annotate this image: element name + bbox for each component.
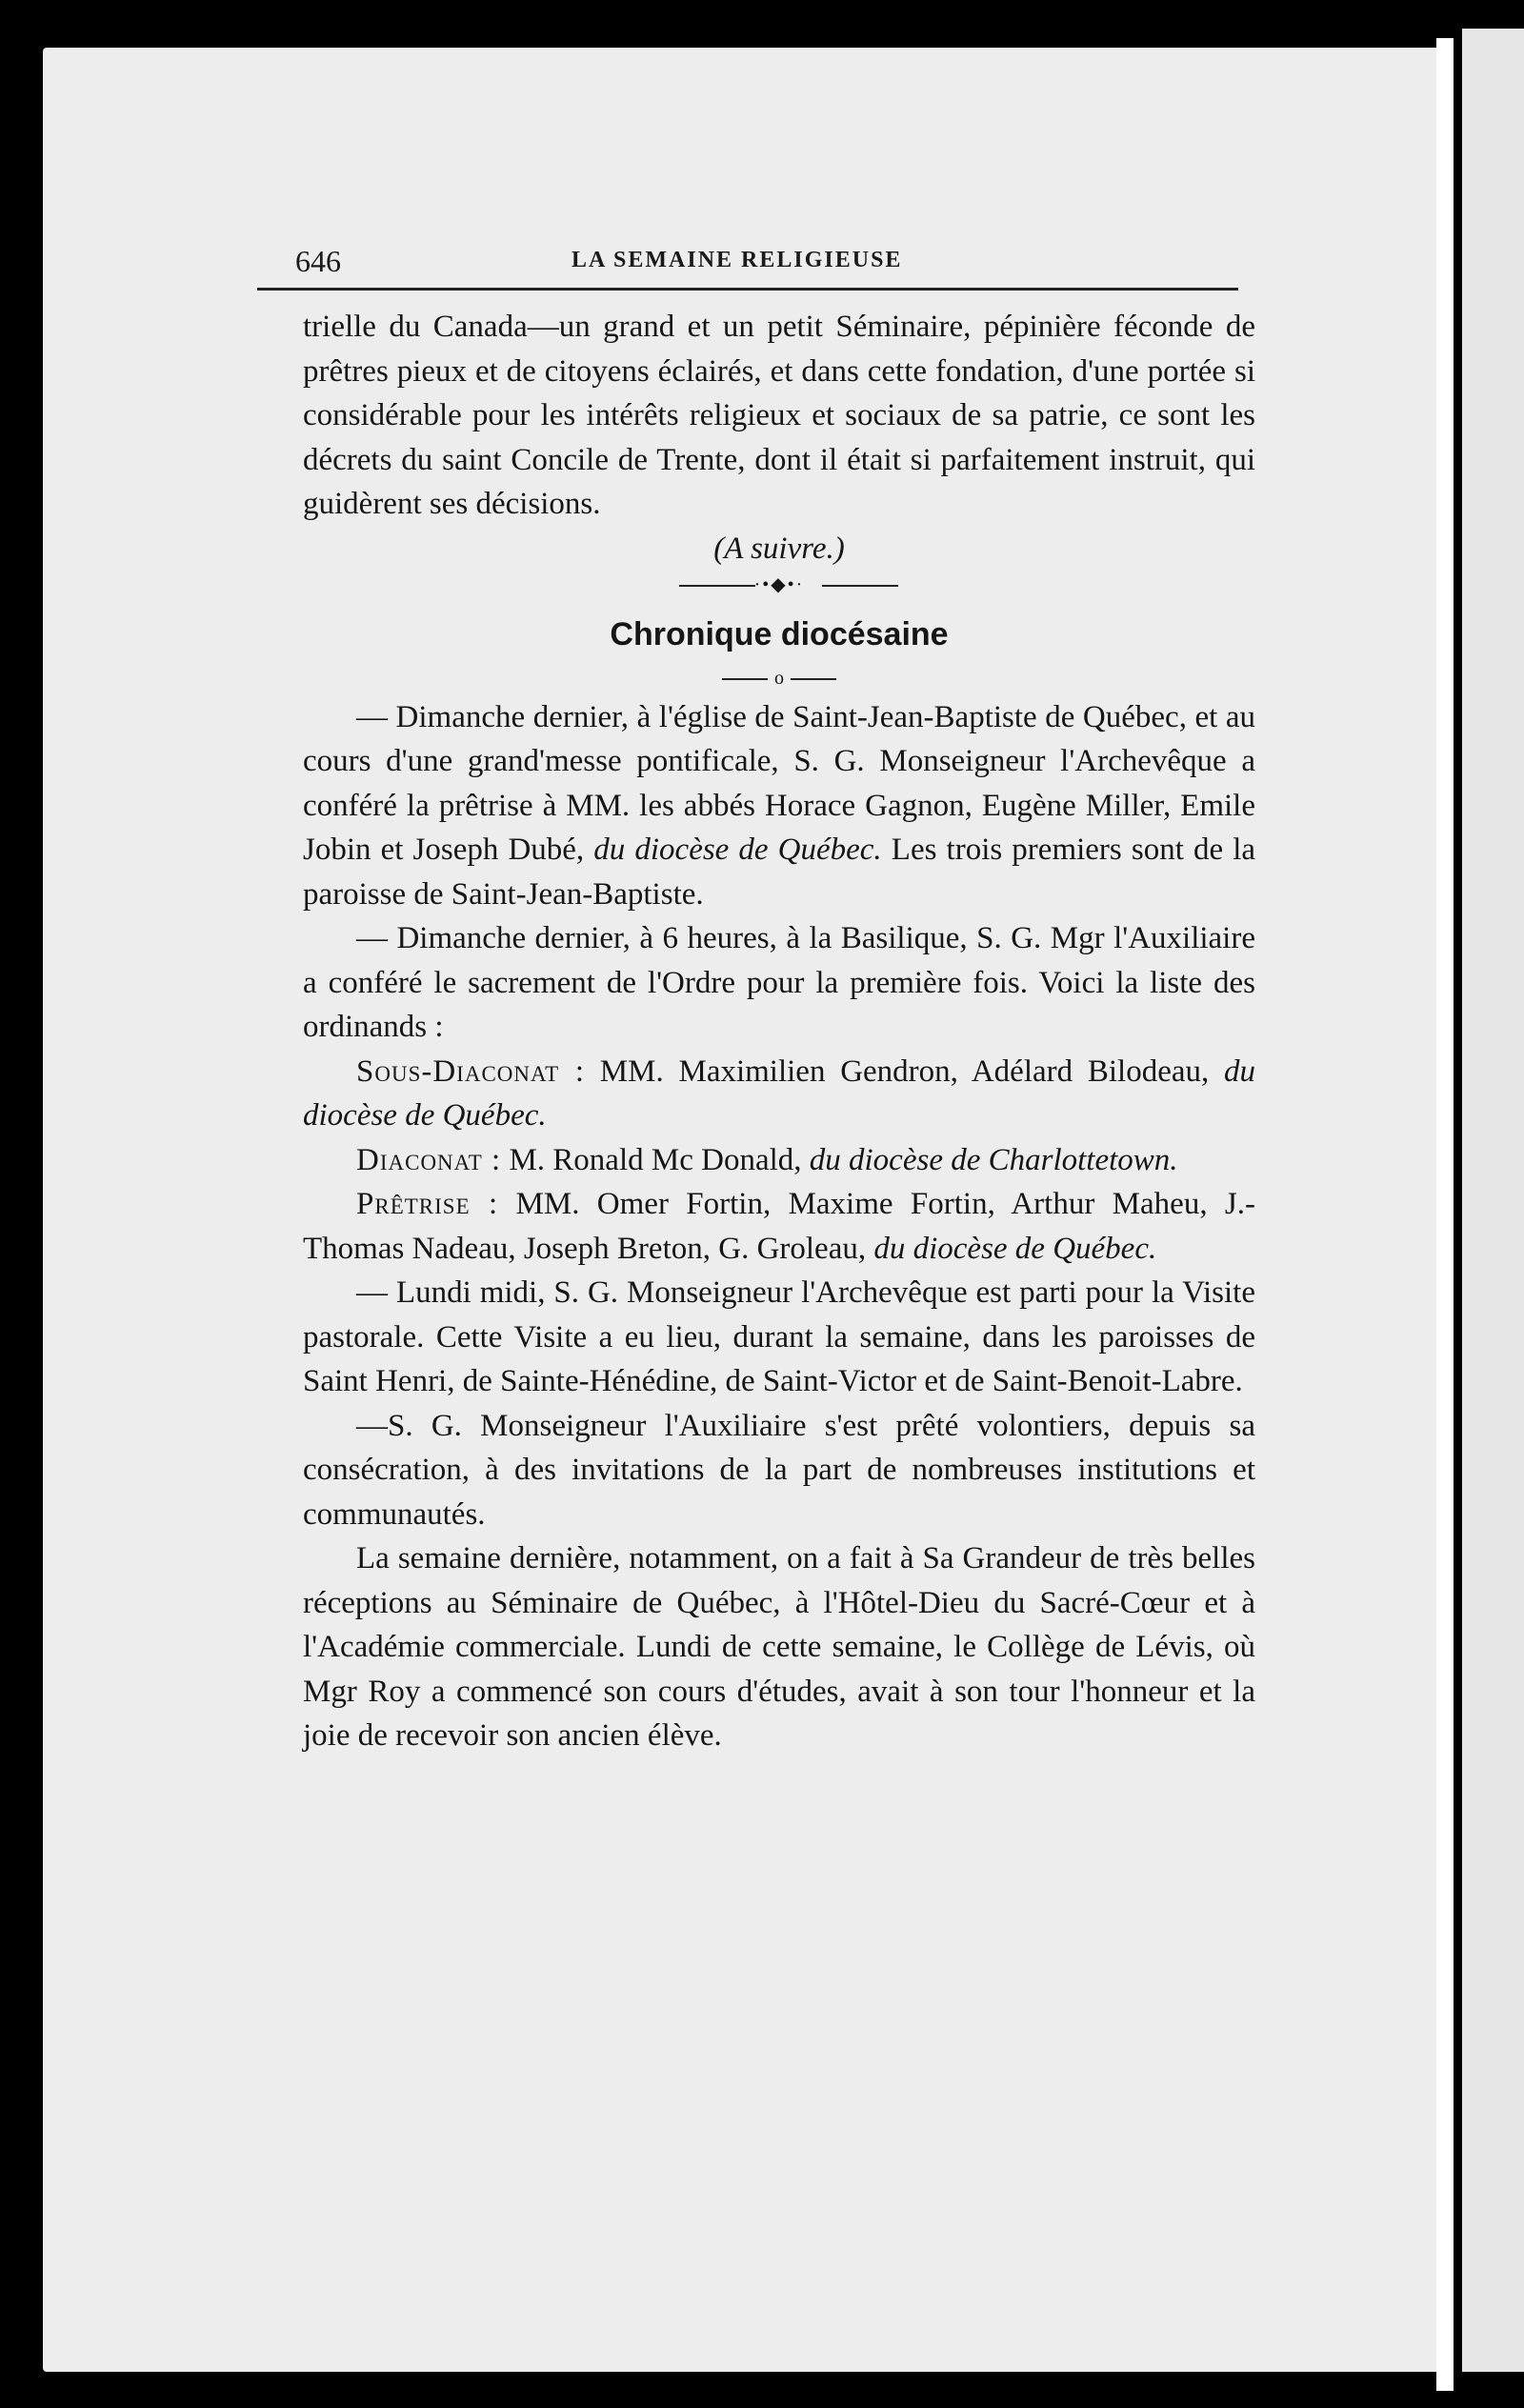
chronicle-paragraph-auxiliary: —S. G. Monseigneur l'Auxiliaire s'est prêté volontiers, depuis sa consécration, à des invitations de la part de nombreuses institutions et communautés.	[303, 1408, 1255, 1532]
section-sub-separator	[303, 661, 1255, 695]
page-header	[257, 238, 1238, 291]
separator-ornament: ·•◆•·	[753, 574, 805, 595]
section-title: Chronique diocésaine	[610, 616, 949, 652]
page-spine	[1436, 38, 1454, 2391]
sub-separator-ornament: o	[774, 667, 784, 689]
ordinands-sous-diaconat: Sous-Diaconat : MM. Maximilien Gendron, Adélard Bilodeau, du diocèse de Québec.	[303, 1054, 1256, 1133]
section-separator	[303, 571, 1255, 601]
ordinands-pretrise: Prêtrise : MM. Omer Fortin, Maxime Fortin, Arthur Maheu, J.-Thomas Nadeau, Joseph Breton, G. Groleau, du diocèse de Québec.	[303, 1187, 1255, 1266]
running-title: LA SEMAINE RELIGIEUSE	[572, 248, 903, 272]
chronicle-paragraph-receptions: La semaine dernière, notamment, on a fait à Sa Grandeur de très belles réceptions au Séminaire de Québec, à l'Hôtel-Dieu du Sacré-Cœur et à l'Académie commerciale. Lundi de cette semaine, le Collège de Lévis, où Mgr Roy a commencé son cours d'études, avait à son tour l'honneur et la joie de recevoir son ancien élève.	[303, 1541, 1255, 1753]
chronicle-paragraph-visit: — Lundi midi, S. G. Monseigneur l'Archevêque est parti pour la Visite pastorale. Cette Visite a eu lieu, durant la semaine, dans les paroisses de Saint Henri, de Sainte-Hénédine, de Saint-Victor et de Saint-Benoit-Labre.	[303, 1275, 1255, 1398]
sub-separator-line-right	[791, 678, 836, 680]
separator-line-right	[822, 585, 898, 587]
label-pretrise: Prêtrise :	[356, 1187, 499, 1221]
label-sous-diaconat: Sous-Diaconat :	[356, 1054, 586, 1089]
to-be-continued: (A suivre.)	[713, 531, 845, 566]
adjacent-page-edge	[1462, 29, 1524, 2372]
label-diaconat: Diaconat :	[356, 1142, 502, 1177]
page-number: 646	[295, 244, 341, 278]
chronicle-paragraph-basilica: — Dimanche dernier, à 6 heures, à la Basilique, S. G. Mgr l'Auxiliaire a conféré le sacrement de l'Ordre pour la première fois. Voici la liste des ordinands :	[303, 921, 1255, 1044]
ordinands-diaconat: Diaconat : M. Ronald Mc Donald, du diocèse de Charlottetown.	[356, 1142, 1178, 1177]
chronicle-paragraph-ordination: — Dimanche dernier, à l'église de Saint-Jean-Baptiste de Québec, et au cours d'une grand'messe pontificale, S. G. Monseigneur l'Archevêque a conféré la prêtrise à MM. les abbés Horace Gagnon, Eugène Miller, Emile Jobin et Joseph Dubé, du diocèse de Québec. Les trois premiers sont de la paroisse de Saint-Jean-Baptiste.	[303, 699, 1256, 912]
continued-paragraph: trielle du Canada—un grand et un petit Séminaire, pépinière féconde de prêtres pieux et de citoyens éclairés, et dans cette fondation, d'une portée si considérable pour les intérêts religieux et sociaux de sa patrie, ce sont les décrets du saint Concile de Trente, dont il était si parfaitement instruit, qui guidèrent ses décisions.	[303, 310, 1255, 521]
page-body	[303, 305, 1255, 1758]
diocese-quebec: du diocèse de Québec.	[593, 833, 882, 867]
